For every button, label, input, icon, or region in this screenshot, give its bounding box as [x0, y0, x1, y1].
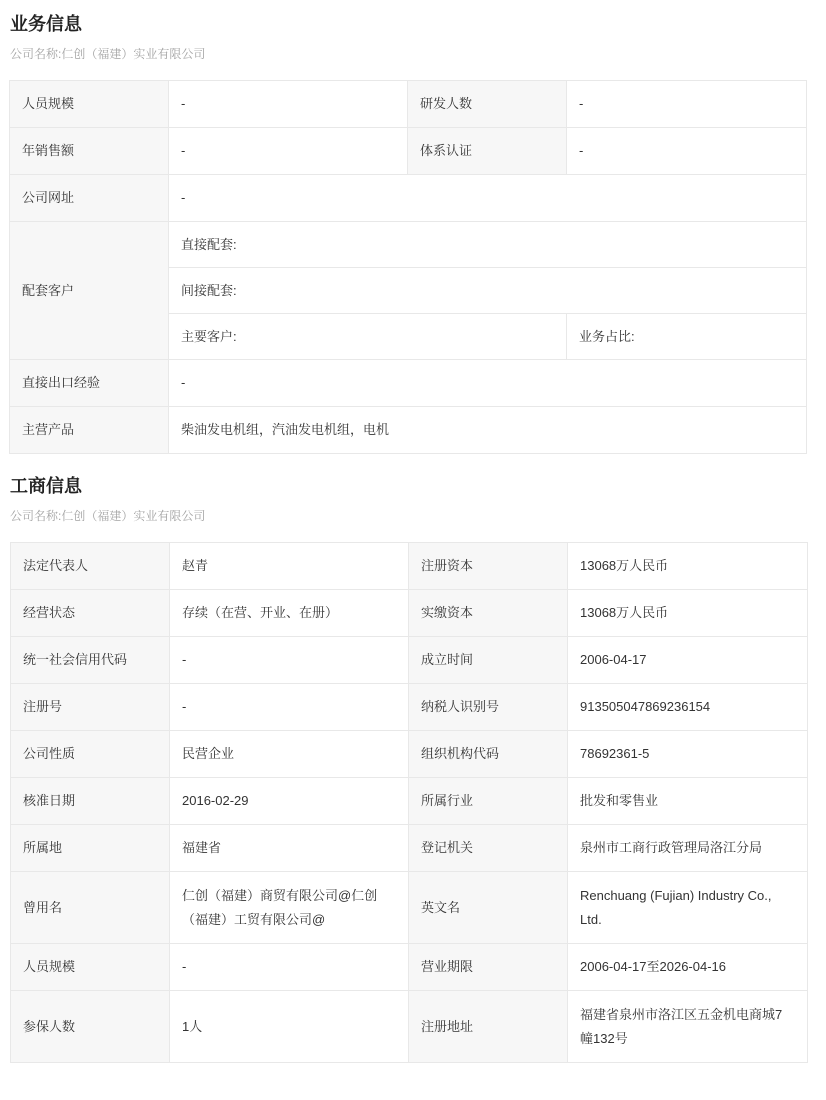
registration-value-cell: 批发和零售业	[568, 778, 808, 825]
registration-value-cell: 2006-04-17至2026-04-16	[568, 944, 808, 991]
table-row	[11, 872, 808, 944]
value-website: -	[169, 175, 807, 222]
registration-value-cell: 1人	[170, 991, 409, 1063]
table-row	[11, 944, 808, 991]
registration-value-cell: 民营企业	[170, 731, 409, 778]
value-certification: -	[567, 128, 807, 175]
registration-label-cell: 曾用名	[11, 872, 170, 944]
registration-value-cell: 福建省	[170, 825, 409, 872]
registration-value-cell: 78692361-5	[568, 731, 808, 778]
registration-value-cell: 仁创（福建）商贸有限公司@仁创（福建）工贸有限公司@	[170, 872, 409, 944]
registration-value-cell: 福建省泉州市洛江区五金机电商城7幢132号	[568, 991, 808, 1063]
registration-value-cell: -	[170, 684, 409, 731]
value-export: -	[169, 360, 807, 407]
value-staff-size: -	[169, 81, 408, 128]
business-section-title: 业务信息	[10, 14, 82, 34]
direct-supply: 直接配套:	[169, 222, 807, 268]
registration-label-cell: 成立时间	[409, 637, 568, 684]
table-row	[10, 360, 807, 407]
table-row	[11, 825, 808, 872]
label-products: 主营产品	[10, 407, 169, 454]
value-rd-staff: -	[567, 81, 807, 128]
registration-label-cell: 登记机关	[409, 825, 568, 872]
registration-value-cell: 2016-02-29	[170, 778, 409, 825]
table-row	[10, 128, 807, 175]
registration-value-cell: -	[170, 637, 409, 684]
table-row	[10, 175, 807, 222]
registration-label-cell: 统一社会信用代码	[11, 637, 170, 684]
main-customers: 主要客户:	[169, 314, 567, 360]
value-products: 柴油发电机组，汽油发电机组，电机	[169, 407, 807, 454]
registration-label-cell: 注册地址	[409, 991, 568, 1063]
registration-label-cell: 法定代表人	[11, 543, 170, 590]
registration-value-cell: 13068万人民币	[568, 590, 808, 637]
registration-label-cell: 注册资本	[409, 543, 568, 590]
registration-label-cell: 人员规模	[11, 944, 170, 991]
table-row	[11, 590, 808, 637]
registration-info-table	[10, 542, 808, 1063]
table-row	[10, 222, 807, 268]
label-rd-staff: 研发人数	[408, 81, 567, 128]
table-row	[10, 407, 807, 454]
registration-value-cell: 存续（在营、开业、在册）	[170, 590, 409, 637]
registration-label-cell: 公司性质	[11, 731, 170, 778]
label-staff-size: 人员规模	[10, 81, 169, 128]
registration-label-cell: 核准日期	[11, 778, 170, 825]
table-row	[11, 731, 808, 778]
registration-label-cell: 纳税人识别号	[409, 684, 568, 731]
label-customers: 配套客户	[10, 222, 169, 360]
table-row	[11, 684, 808, 731]
registration-value-cell: 2006-04-17	[568, 637, 808, 684]
registration-value-cell: Renchuang (Fujian) Industry Co., Ltd.	[568, 872, 808, 944]
table-row	[11, 637, 808, 684]
table-row	[11, 778, 808, 825]
registration-value-cell: 913505047869236154	[568, 684, 808, 731]
registration-label-cell: 注册号	[11, 684, 170, 731]
label-export: 直接出口经验	[10, 360, 169, 407]
registration-label-cell: 所属地	[11, 825, 170, 872]
registration-value-cell: 赵青	[170, 543, 409, 590]
value-annual-sales: -	[169, 128, 408, 175]
registration-value-cell: 13068万人民币	[568, 543, 808, 590]
registration-label-cell: 组织机构代码	[409, 731, 568, 778]
table-row	[11, 543, 808, 590]
table-row	[10, 81, 807, 128]
registration-label-cell: 实缴资本	[409, 590, 568, 637]
registration-label-cell: 经营状态	[11, 590, 170, 637]
registration-value-cell: -	[170, 944, 409, 991]
registration-label-cell: 营业期限	[409, 944, 568, 991]
business-share: 业务占比:	[567, 314, 807, 360]
label-annual-sales: 年销售额	[10, 128, 169, 175]
table-row	[11, 991, 808, 1063]
label-website: 公司网址	[10, 175, 169, 222]
business-info-table	[9, 80, 807, 454]
label-certification: 体系认证	[408, 128, 567, 175]
registration-label-cell: 参保人数	[11, 991, 170, 1063]
registration-label-cell: 所属行业	[409, 778, 568, 825]
registration-label-cell: 英文名	[409, 872, 568, 944]
registration-section-title: 工商信息	[10, 476, 82, 496]
business-company-name: 公司名称:仁创（福建）实业有限公司	[10, 47, 206, 61]
indirect-supply: 间接配套:	[169, 268, 807, 314]
registration-company-name: 公司名称:仁创（福建）实业有限公司	[10, 509, 206, 523]
registration-value-cell: 泉州市工商行政管理局洛江分局	[568, 825, 808, 872]
